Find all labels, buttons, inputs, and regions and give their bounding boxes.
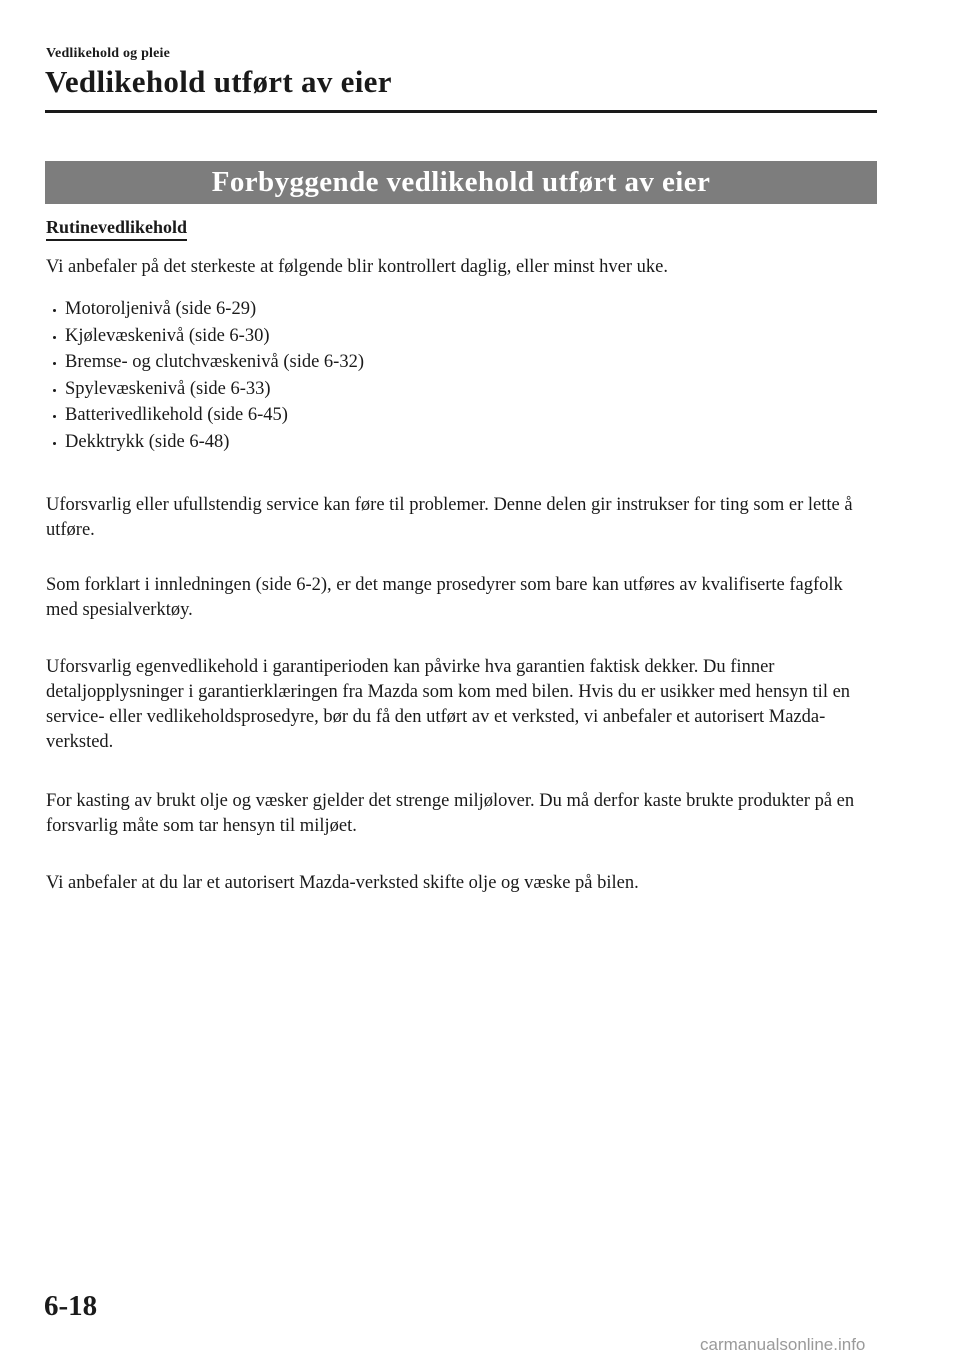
paragraph: Som forklart i innledningen (side 6-2), er det mange prosedyrer som bare kan utføres av kvalifiserte fagfolk med spesialverktøy. [46, 575, 843, 620]
section-banner: Forbyggende vedlikehold utført av eier [45, 161, 877, 204]
paragraph: Uforsvarlig egenvedlikehold i garantiperioden kan påvirke hva garantien faktisk dekker. Du finner detaljopplysninger i garantierklæringen fra Mazda som kom med bilen. Hvis du er usikker med hensyn til en service- eller vedlikeholdsprosedyre, bør du få den utført av et verksted, vi anbefaler et autorisert Mazda-verksted. [46, 657, 851, 752]
page-number: 6-18 [44, 1290, 98, 1322]
list-item: Spylevæskenivå (side 6-33) [50, 376, 364, 403]
subheading: Rutinevedlikehold [46, 217, 187, 241]
list-item: Kjølevæskenivå (side 6-30) [50, 323, 364, 350]
intro-paragraph: Vi anbefaler på det sterkeste at følgende blir kontrollert daglig, eller minst hver uke. [46, 257, 669, 277]
watermark: carmanualsonline.info [700, 1335, 866, 1354]
title-divider [45, 110, 877, 113]
paragraph: Vi anbefaler at du lar et autorisert Mazda-verksted skifte olje og væske på bilen. [46, 873, 639, 893]
list-item: Bremse- og clutchvæskenivå (side 6-32) [50, 349, 364, 376]
chapter-label: Vedlikehold og pleie [46, 46, 171, 61]
paragraph: Uforsvarlig eller ufullstendig service kan føre til problemer. Denne delen gir instrukser for ting som er lette å utføre. [46, 495, 853, 540]
page-title: Vedlikehold utført av eier [45, 64, 392, 99]
checklist [50, 296, 364, 455]
list-item: Dekktrykk (side 6-48) [50, 429, 364, 456]
paragraph: For kasting av brukt olje og væsker gjelder det strenge miljølover. Du må derfor kaste brukte produkter på en forsvarlig måte som tar hensyn til miljøet. [46, 791, 855, 836]
list-item: Batterivedlikehold (side 6-45) [50, 402, 364, 429]
list-item: Motoroljenivå (side 6-29) [50, 296, 364, 323]
